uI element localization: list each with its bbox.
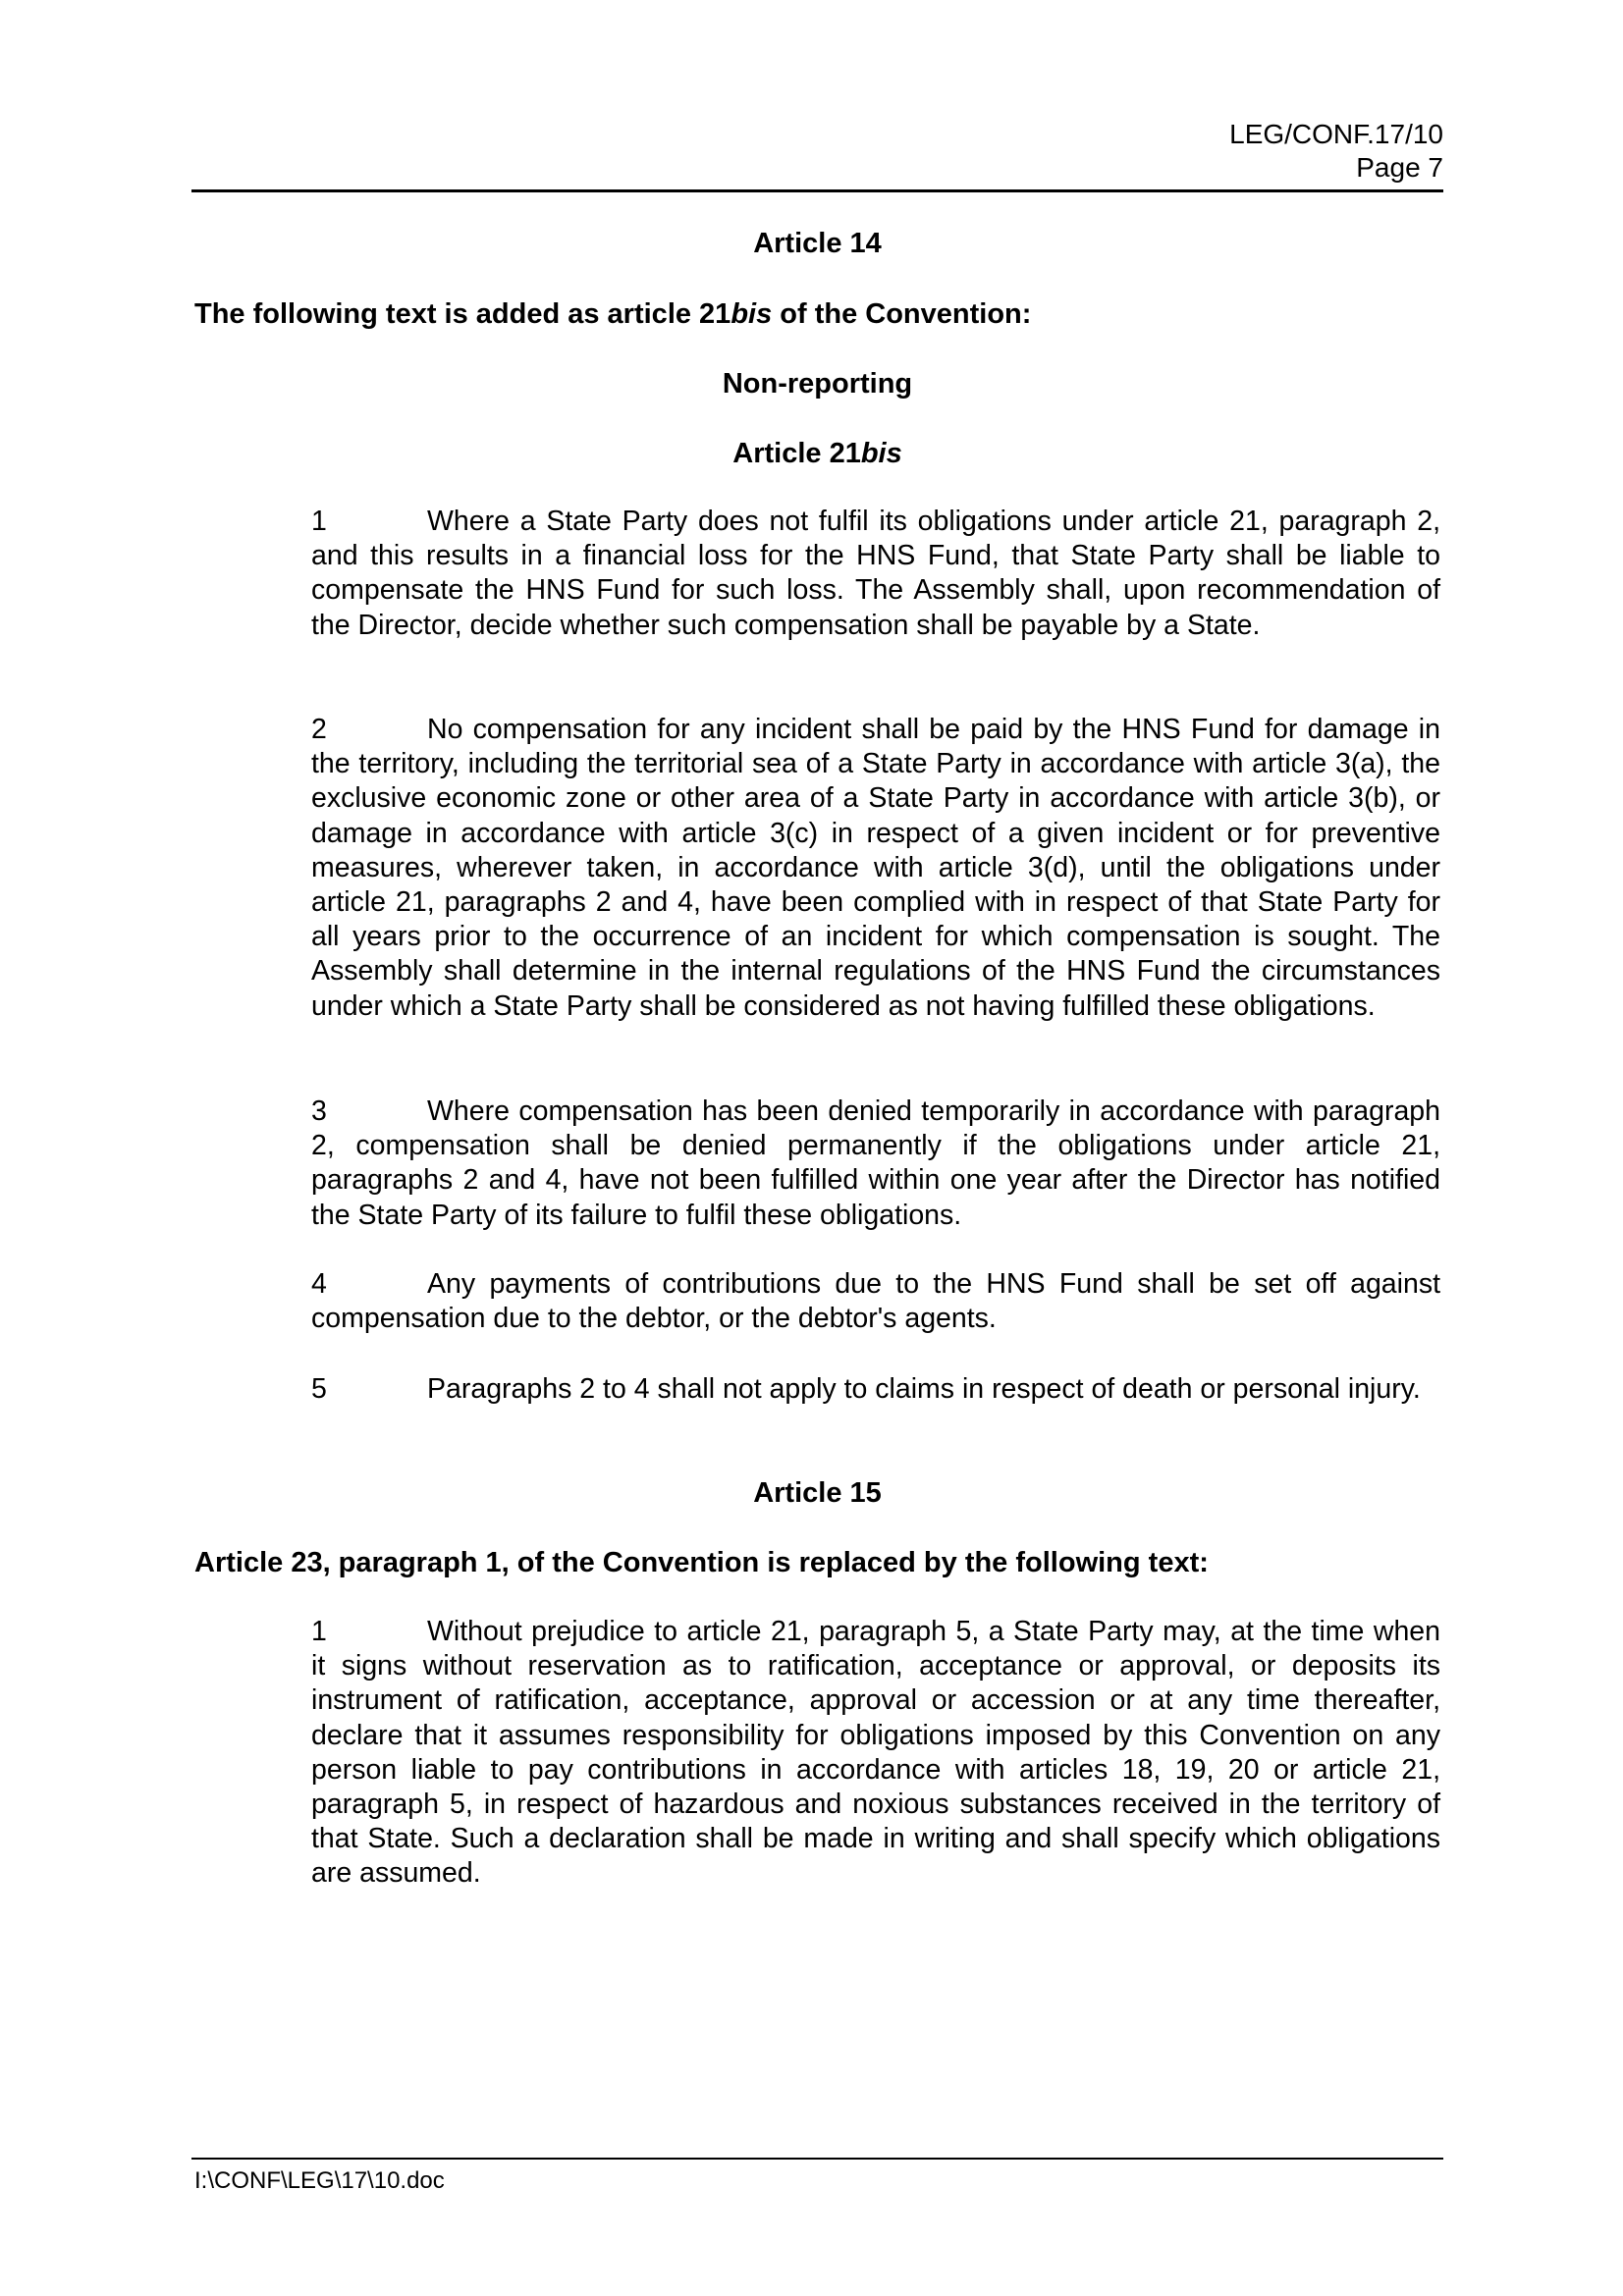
document-reference: LEG/CONF.17/10 (1229, 119, 1443, 149)
article-14-title: Article 14 (753, 228, 882, 259)
paragraph-number: 4 (311, 1268, 327, 1300)
paragraph-text: Where a State Party does not fulfil its obligations under article 21, paragraph 2, and this results in a financial loss for the HNS Fund, that State Party shall be liable to compensate the HNS Fund for such loss. The Assembly shall, upon recommendation of the Director, decide whether such compensation shall be payable by a State. (311, 506, 1440, 641)
footer-file-path: I:\CONF\LEG\17\10.doc (194, 2167, 445, 2194)
header-divider (191, 189, 1443, 192)
page-header (191, 118, 1443, 185)
article-21bis-paragraph-3 (311, 1095, 1440, 1233)
paragraph-number: 1 (311, 1616, 327, 1647)
paragraph-text: No compensation for any incident shall be paid by the HNS Fund for damage in the territory, including the territorial sea of a State Party in accordance with article 3(a), the exclusive economic zone or other area of a State Party in accordance with article 3(b), or damage in accordance with article 3(c) in respect of a given incident or for preventive measures, wherever taken, in accordance with article 3(d), until the obligations under article 21, paragraphs 2 and 4, have been complied with in respect of that State Party for all years prior to the occurrence of an incident for which compensation is sought. The Assembly shall determine in the internal regulations of the HNS Fund the circumstances under which a State Party shall be considered as not having fulfilled these obligations. (311, 714, 1440, 1022)
article-23-paragraph-1 (311, 1615, 1440, 1892)
article-15-title: Article 15 (753, 1477, 882, 1509)
article-15-intro: Article 23, paragraph 1, of the Convention is replaced by the following text: (194, 1547, 1209, 1578)
footer-divider (191, 2158, 1443, 2160)
article-21bis-paragraph-4 (311, 1267, 1440, 1336)
article-21bis-paragraph-5 (311, 1372, 1440, 1407)
article-14-intro: The following text is added as article 21bis of the Convention: (194, 298, 1032, 330)
paragraph-number: 5 (311, 1373, 327, 1405)
paragraph-number: 3 (311, 1095, 327, 1127)
page-number: Page 7 (1356, 152, 1443, 183)
article-21bis-title: Article 21bis (732, 438, 902, 469)
paragraph-text: Where compensation has been denied temporarily in accordance with paragraph 2, compensation shall be denied permanently if the obligations under article 21, paragraphs 2 and 4, have not been fulfilled within one year after the Director has notified the State Party of its failure to fulfil these obligations. (311, 1095, 1440, 1231)
paragraph-number: 2 (311, 714, 327, 745)
paragraph-text: Paragraphs 2 to 4 shall not apply to claims in respect of death or personal injury. (427, 1373, 1421, 1405)
paragraph-text: Any payments of contributions due to the HNS Fund shall be set off against compensation due to the debtor, or the debtor's agents. (311, 1268, 1440, 1335)
paragraph-text: Without prejudice to article 21, paragraph 5, a State Party may, at the time when it signs without reservation as to ratification, acceptance or approval, or deposits its instrument of ratification, acceptance, approval or accession or at any time thereafter, declare that it assumes responsibility for obligations imposed by this Convention on any person liable to pay contributions in accordance with articles 18, 19, 20 or article 21, paragraph 5, in respect of hazardous and noxious substances received in the territory of that State. Such a declaration shall be made in writing and shall specify which obligations are assumed. (311, 1616, 1440, 1890)
non-reporting-subheading: Non-reporting (722, 368, 913, 400)
paragraph-number: 1 (311, 506, 327, 537)
article-21bis-paragraph-1 (311, 505, 1440, 643)
article-21bis-paragraph-2 (311, 713, 1440, 1024)
